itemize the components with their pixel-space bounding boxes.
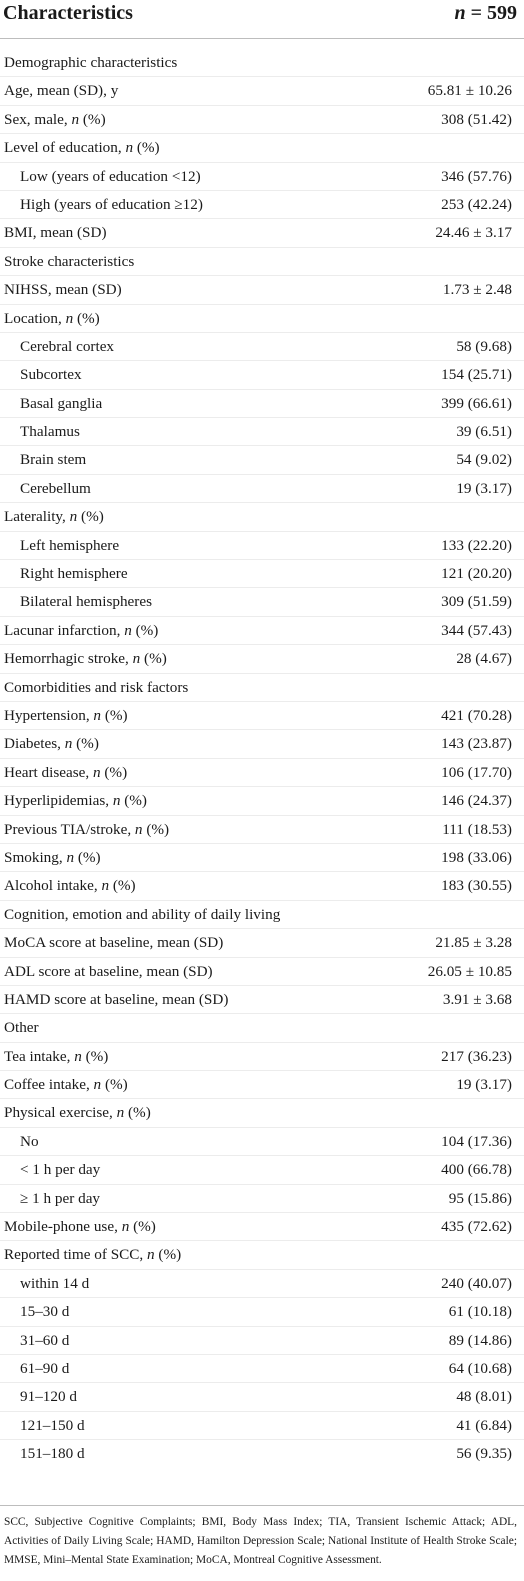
- row-value: 61 (10.18): [448, 1303, 512, 1321]
- row-label: Thalamus: [20, 423, 80, 441]
- row-label: No: [20, 1132, 39, 1150]
- table-header: [0, 0, 524, 39]
- row-label: 61–90 d: [20, 1359, 70, 1377]
- row-label: ADL score at baseline, mean (SD): [4, 962, 213, 980]
- row-value: 435 (72.62): [441, 1218, 512, 1236]
- row-label: Hypertension, n (%): [4, 706, 128, 724]
- row-label: Age, mean (SD), y: [4, 82, 119, 100]
- table-row: [0, 276, 524, 304]
- table-row: [0, 333, 524, 361]
- row-value: 143 (23.87): [441, 735, 512, 753]
- row-value: 106 (17.70): [441, 763, 512, 781]
- row-label: Smoking, n (%): [4, 848, 101, 866]
- row-label: Stroke characteristics: [4, 252, 135, 270]
- table-row: [0, 1383, 524, 1411]
- table-row: [0, 219, 524, 247]
- row-value: 65.81 ± 10.26: [427, 82, 512, 100]
- table-row: [0, 1156, 524, 1184]
- sample-size-header: [454, 1, 517, 25]
- table-row: [0, 674, 524, 702]
- table-row: [0, 1128, 524, 1156]
- table-row: [0, 986, 524, 1014]
- table-row: [0, 1241, 524, 1269]
- row-value: 58 (9.68): [456, 337, 512, 355]
- row-label: MoCA score at baseline, mean (SD): [4, 934, 224, 952]
- row-label: Tea intake, n (%): [4, 1047, 109, 1065]
- row-value: 154 (25.71): [441, 366, 512, 384]
- table-row: [0, 1213, 524, 1241]
- row-value: 21.85 ± 3.28: [435, 934, 512, 952]
- table-row: [0, 305, 524, 333]
- row-label: Demographic characteristics: [4, 54, 178, 71]
- row-value: 54 (9.02): [456, 451, 512, 469]
- row-value: 308 (51.42): [441, 110, 512, 128]
- row-value: 104 (17.36): [441, 1132, 512, 1150]
- row-value: 253 (42.24): [441, 195, 512, 213]
- row-label: Location, n (%): [4, 309, 100, 327]
- row-label: Coffee intake, n (%): [4, 1076, 128, 1094]
- table-row: [0, 702, 524, 730]
- table-row: [0, 1043, 524, 1071]
- row-label: Subcortex: [20, 366, 82, 384]
- row-label: Hemorrhagic stroke, n (%): [4, 650, 167, 668]
- row-value: 95 (15.86): [448, 1189, 512, 1207]
- row-value: 28 (4.67): [456, 650, 512, 668]
- row-value: 146 (24.37): [441, 792, 512, 810]
- table-row: [0, 1412, 524, 1440]
- row-label: Diabetes, n (%): [4, 735, 99, 753]
- table-row: [0, 929, 524, 957]
- row-label: High (years of education ≥12): [20, 195, 203, 213]
- row-value: 19 (3.17): [456, 479, 512, 497]
- row-label: Cognition, emotion and ability of daily living: [4, 905, 281, 923]
- table-row: [0, 361, 524, 389]
- row-label: HAMD score at baseline, mean (SD): [4, 990, 229, 1008]
- row-label: Mobile-phone use, n (%): [4, 1218, 156, 1236]
- row-label: Reported time of SCC, n (%): [4, 1246, 182, 1264]
- table-row: [0, 532, 524, 560]
- row-label: Hyperlipidemias, n (%): [4, 792, 147, 810]
- row-value: 48 (8.01): [456, 1388, 512, 1406]
- table-footnote: SCC, Subjective Cognitive Complaints; BMI, Body Mass Index; TIA, Transient Ischemic Attack; ADL, Activities of Daily Living Scale; HAMD, Hamilton Depression Scale; National Institute of Health Stroke Scale; MMSE, Mini–Mental State Examination; MoCA, Montreal Cognitive Assessment.: [4, 1516, 517, 1566]
- table-row: [0, 248, 524, 276]
- row-label: 15–30 d: [20, 1303, 70, 1321]
- row-label: Low (years of education <12): [20, 167, 201, 185]
- table-row: [0, 134, 524, 162]
- table-row: [0, 49, 524, 77]
- row-value: 198 (33.06): [441, 848, 512, 866]
- row-label: Physical exercise, n (%): [4, 1104, 151, 1122]
- table-row: [0, 1440, 524, 1468]
- row-label: Comorbidities and risk factors: [4, 678, 189, 696]
- row-value: 3.91 ± 3.68: [442, 990, 512, 1008]
- table-row: [0, 163, 524, 191]
- row-label: Brain stem: [20, 451, 87, 469]
- row-value: 133 (22.20): [441, 536, 512, 554]
- table-row: [0, 1185, 524, 1213]
- table-row: [0, 1327, 524, 1355]
- row-label: Left hemisphere: [20, 536, 120, 554]
- row-value: 240 (40.07): [441, 1274, 512, 1292]
- row-label: NIHSS, mean (SD): [4, 281, 122, 299]
- row-label: Previous TIA/stroke, n (%): [4, 820, 170, 838]
- row-value: 421 (70.28): [441, 706, 512, 724]
- row-label: Right hemisphere: [20, 565, 128, 583]
- row-label: Cerebral cortex: [20, 337, 115, 355]
- table-row: [0, 901, 524, 929]
- n-symbol: n: [454, 2, 466, 24]
- row-label: Basal ganglia: [20, 394, 103, 412]
- row-value: 309 (51.59): [441, 593, 512, 611]
- table-row: [0, 1014, 524, 1042]
- table-row: [0, 730, 524, 758]
- row-value: 183 (30.55): [441, 877, 512, 895]
- row-value: 24.46 ± 3.17: [435, 224, 512, 242]
- row-value: 399 (66.61): [441, 394, 512, 412]
- row-label: 151–180 d: [20, 1445, 85, 1463]
- footnote-divider: [0, 1505, 524, 1506]
- row-label: < 1 h per day: [20, 1161, 101, 1179]
- table-row: [0, 588, 524, 616]
- row-value: 400 (66.78): [441, 1161, 512, 1179]
- row-label: within 14 d: [20, 1274, 90, 1292]
- table-row: [0, 191, 524, 219]
- table-row: [0, 1298, 524, 1326]
- row-value: 111 (18.53): [442, 820, 512, 838]
- table-row: [0, 560, 524, 588]
- row-value: 41 (6.84): [456, 1416, 512, 1434]
- table-row: [0, 816, 524, 844]
- table-row: [0, 446, 524, 474]
- table-row: [0, 872, 524, 900]
- row-label: ≥ 1 h per day: [20, 1189, 101, 1207]
- row-value: 64 (10.68): [448, 1359, 512, 1377]
- table-row: [0, 844, 524, 872]
- row-label: 91–120 d: [20, 1388, 77, 1406]
- row-value: 26.05 ± 10.85: [427, 962, 512, 980]
- row-label: Other: [4, 1019, 39, 1037]
- table-row: [0, 1355, 524, 1383]
- table-row: [0, 1270, 524, 1298]
- row-value: 217 (36.23): [441, 1047, 512, 1065]
- table-body: [0, 49, 524, 1469]
- table-row: [0, 645, 524, 673]
- table-row: [0, 1099, 524, 1127]
- table-row: [0, 418, 524, 446]
- table-row: [0, 1071, 524, 1099]
- row-value: 89 (14.86): [448, 1331, 512, 1349]
- row-value: 56 (9.35): [456, 1445, 512, 1463]
- row-label: Heart disease, n (%): [4, 763, 128, 781]
- row-value: 1.73 ± 2.48: [442, 281, 512, 299]
- row-label: Bilateral hemispheres: [20, 593, 153, 611]
- table-row: [0, 475, 524, 503]
- table-row: [0, 390, 524, 418]
- row-value: 344 (57.43): [441, 621, 512, 639]
- characteristics-header: Characteristics: [3, 2, 133, 24]
- table-row: [0, 617, 524, 645]
- row-label: Alcohol intake, n (%): [4, 877, 136, 895]
- row-value: 19 (3.17): [456, 1076, 512, 1094]
- row-value: 346 (57.76): [441, 167, 512, 185]
- row-value: 121 (20.20): [441, 565, 512, 583]
- n-value: = 599: [470, 2, 517, 24]
- row-label: BMI, mean (SD): [4, 224, 107, 242]
- row-label: Level of education, n (%): [4, 139, 160, 157]
- row-label: Laterality, n (%): [4, 508, 104, 526]
- table-row: [0, 77, 524, 105]
- row-label: Lacunar infarction, n (%): [4, 621, 159, 639]
- row-label: Sex, male, n (%): [4, 110, 106, 128]
- table-row: [0, 106, 524, 134]
- row-label: Cerebellum: [20, 479, 91, 497]
- table-row: [0, 759, 524, 787]
- table-row: [0, 503, 524, 531]
- table-row: [0, 958, 524, 986]
- row-value: 39 (6.51): [456, 423, 512, 441]
- table-row: [0, 787, 524, 815]
- row-label: 31–60 d: [20, 1331, 70, 1349]
- row-label: 121–150 d: [20, 1416, 85, 1434]
